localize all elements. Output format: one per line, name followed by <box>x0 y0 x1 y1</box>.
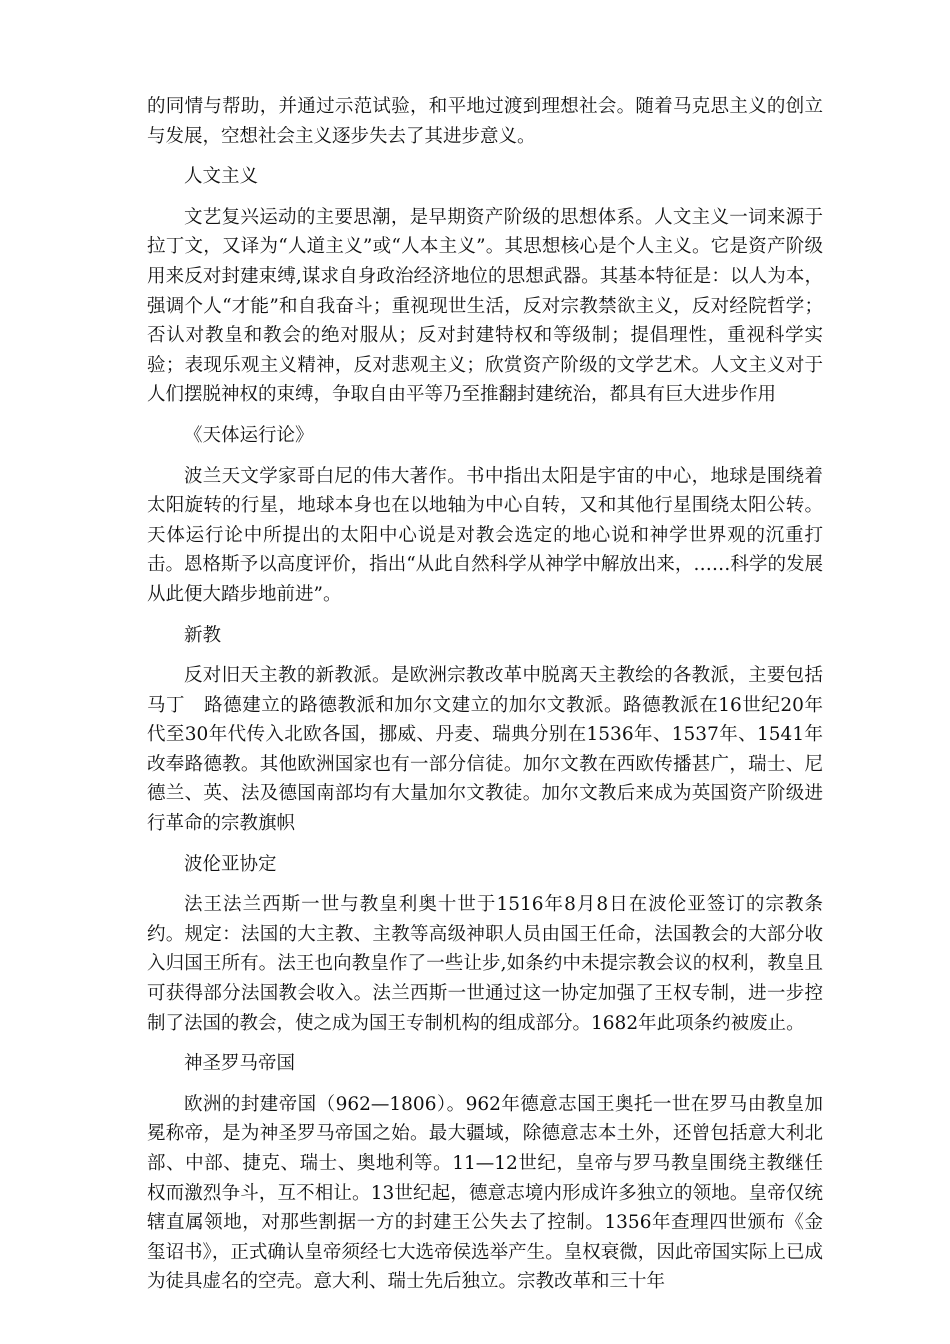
section-holy-roman-empire <box>147 1049 823 1297</box>
section-heading: 新教 <box>184 624 222 646</box>
section-heading: 波伦亚协定 <box>184 853 277 875</box>
document-page <box>147 92 823 1297</box>
section-heading: 人文主义 <box>184 166 259 188</box>
section-humanism <box>147 162 823 410</box>
section-body: 反对旧天主教的新教派。是欧洲宗教改革中脱离天主教绘的各教派，主要包括马丁 路德建立的路德教派和加尔文建立的加尔文教派。路德教派在16世纪20年代至30年代传入北欧各国，挪威、丹麦、瑞典分别在1536年、1537年、1541年改奉路德教。其他欧洲国家也有一部分信徒。加尔文教在西欧传播甚广，瑞士、尼德兰、英、法及德国南部均有大量加尔文教徒。加尔文教后来成为英国资产阶级进行革命的宗教旗帜 <box>147 665 823 835</box>
section-revolutions-book <box>147 421 823 610</box>
section-heading: 神圣罗马帝国 <box>184 1053 296 1075</box>
section-body: 波兰天文学家哥白尼的伟大著作。书中指出太阳是宇宙的中心，地球是围绕着太阳旋转的行星，地球本身也在以地轴为中心自转，又和其他行星围绕太阳公转。天体运行论中所提出的太阳中心说是对教会选定的地心说和神学世界观的沉重打击。恩格斯予以高度评价，指出“从此自然科学从神学中解放出来，……科学的发展从此便大踏步地前进”。 <box>147 465 823 605</box>
section-body: 欧洲的封建帝国（962—1806）。962年德意志国王奥托一世在罗马由教皇加冕称帝，是为神圣罗马帝国之始。最大疆域，除德意志本土外，还曾包括意大利北部、中部、捷克、瑞士、奥地利等。11—12世纪，皇帝与罗马教皇围绕主教继任权而激烈争斗，互不相让。13世纪起，德意志境内形成许多独立的领地。皇帝仅统辖直属领地，对那些割据一方的封建王公失去了控制。1356年查理四世颁布《金玺诏书》，正式确认皇帝须经七大选帝侯选举产生。皇权衰微，因此帝国实际上已成为徒具虚名的空壳。意大利、瑞士先后独立。宗教改革和三十年 <box>147 1093 823 1293</box>
intro-paragraph: 的同情与帮助，并通过示范试验，和平地过渡到理想社会。随着马克思主义的创立与发展，空想社会主义逐步失去了其进步意义。 <box>147 96 823 147</box>
section-body: 法王法兰西斯一世与教皇利奥十世于1516年8月8日在波伦亚签订的宗教条约。规定：法国的大主教、主教等高级神职人员由国王任命，法国教会的大部分收入归国王所有。法王也向教皇作了一些让步,如条约中未提宗教会议的权利，教皇且可获得部分法国教会收入。法兰西斯一世通过这一协定加强了王权专制，进一步控制了法国的教会，使之成为国王专制机构的组成部分。1682年此项条约被废止。 <box>147 894 823 1034</box>
section-heading: 《天体运行论》 <box>184 424 314 446</box>
section-bologna-concordat <box>147 850 823 1039</box>
section-protestantism <box>147 621 823 839</box>
section-body: 文艺复兴运动的主要思潮，是早期资产阶级的思想体系。人文主义一词来源于拉丁文，又译为“人道主义”或“人本主义”。其思想核心是个人主义。它是资产阶级用来反对封建束缚,谋求自身政治经济地位的思想武器。其基本特征是：以人为本，强调个人“才能”和自我奋斗；重视现世生活，反对宗教禁欲主义，反对经院哲学；否认对教皇和教会的绝对服从；反对封建特权和等级制；提倡理性，重视科学实验；表现乐观主义精神，反对悲观主义；欣赏资产阶级的文学艺术。人文主义对于人们摆脱神权的束缚，争取自由平等乃至推翻封建统治，都具有巨大进步作用 <box>147 206 823 406</box>
